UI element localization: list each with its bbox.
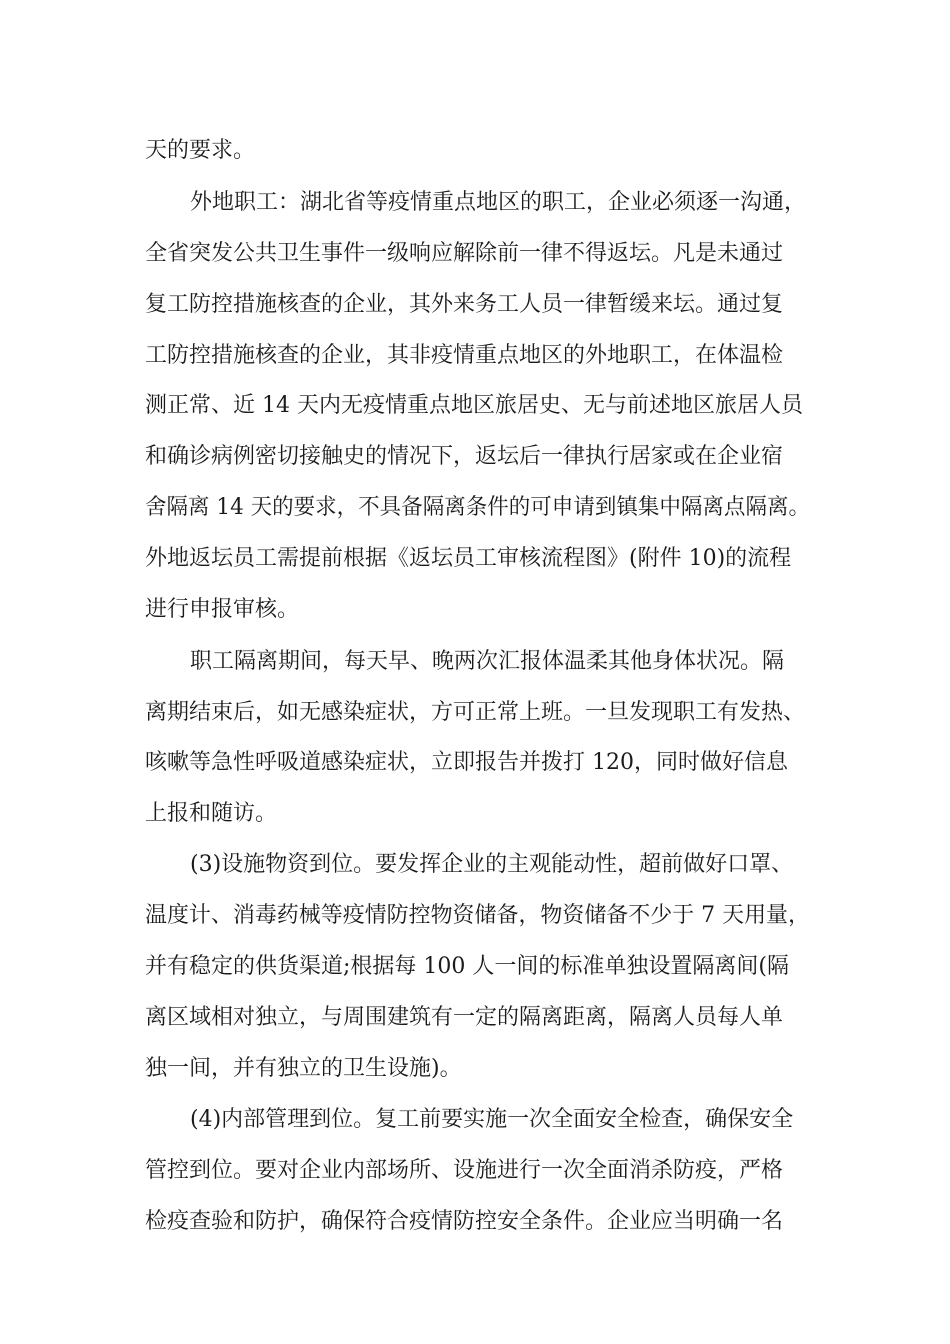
paragraph-first-line: (3)设施物资到位。要发挥企业的主观能动性，超前做好口罩、 (190, 852, 794, 877)
text-line: 复工防控措施核查的企业，其外来务工人员一律暂缓来坛。通过复 (145, 292, 784, 317)
text-line: 工防控措施核查的企业，其非疫情重点地区的外地职工，在体温检 (145, 343, 784, 368)
text-line: 全省突发公共卫生事件一级响应解除前一律不得返坛。凡是未通过 (145, 241, 784, 266)
text-line: 舍隔离 14 天的要求，不具备隔离条件的可申请到镇集中隔离点隔离。 (145, 495, 810, 520)
text-line: 外地返坛员工需提前根据《返坛员工审核流程图》(附件 10)的流程 (145, 546, 792, 571)
paragraph-first-line: (4)内部管理到位。复工前要实施一次全面安全检查，确保安全 (190, 1107, 794, 1132)
text-line: 测正常、近 14 天内无疫情重点地区旅居史、无与前述地区旅居人员 (145, 393, 803, 418)
text-line: 温度计、消毒药械等疫情防控物资储备，物资储备不少于 7 天用量， (145, 903, 810, 928)
text-line: 进行申报审核。 (145, 597, 300, 622)
text-line: 和确诊病例密切接触史的情况下，返坛后一律执行居家或在企业宿 (145, 444, 784, 469)
text-line: 离期结束后，如无感染症状，方可正常上班。一旦发现职工有发热、 (145, 700, 806, 725)
text-line: 咳嗽等急性呼吸道感染症状，立即报告并拨打 120，同时做好信息 (145, 750, 788, 775)
text-line: 上报和随访。 (145, 801, 278, 826)
text-line: 天的要求。 (145, 138, 256, 163)
text-line: 独一间，并有独立的卫生设施)。 (145, 1056, 462, 1081)
text-line: 离区域相对独立，与周围建筑有一定的隔离距离，隔离人员每人单 (145, 1005, 784, 1030)
text-line: 检疫查验和防护，确保符合疫情防控安全条件。企业应当明确一名 (145, 1209, 784, 1234)
text-line: 管控到位。要对企业内部场所、设施进行一次全面消杀防疫，严格 (145, 1158, 784, 1183)
text-line: 并有稳定的供货渠道;根据每 100 人一间的标准单独设置隔离间(隔 (145, 954, 789, 979)
paragraph-first-line: 职工隔离期间，每天早、晚两次汇报体温柔其他身体状况。隔 (190, 649, 785, 674)
paragraph-first-line: 外地职工：湖北省等疫情重点地区的职工，企业必须逐一沟通， (190, 190, 807, 215)
